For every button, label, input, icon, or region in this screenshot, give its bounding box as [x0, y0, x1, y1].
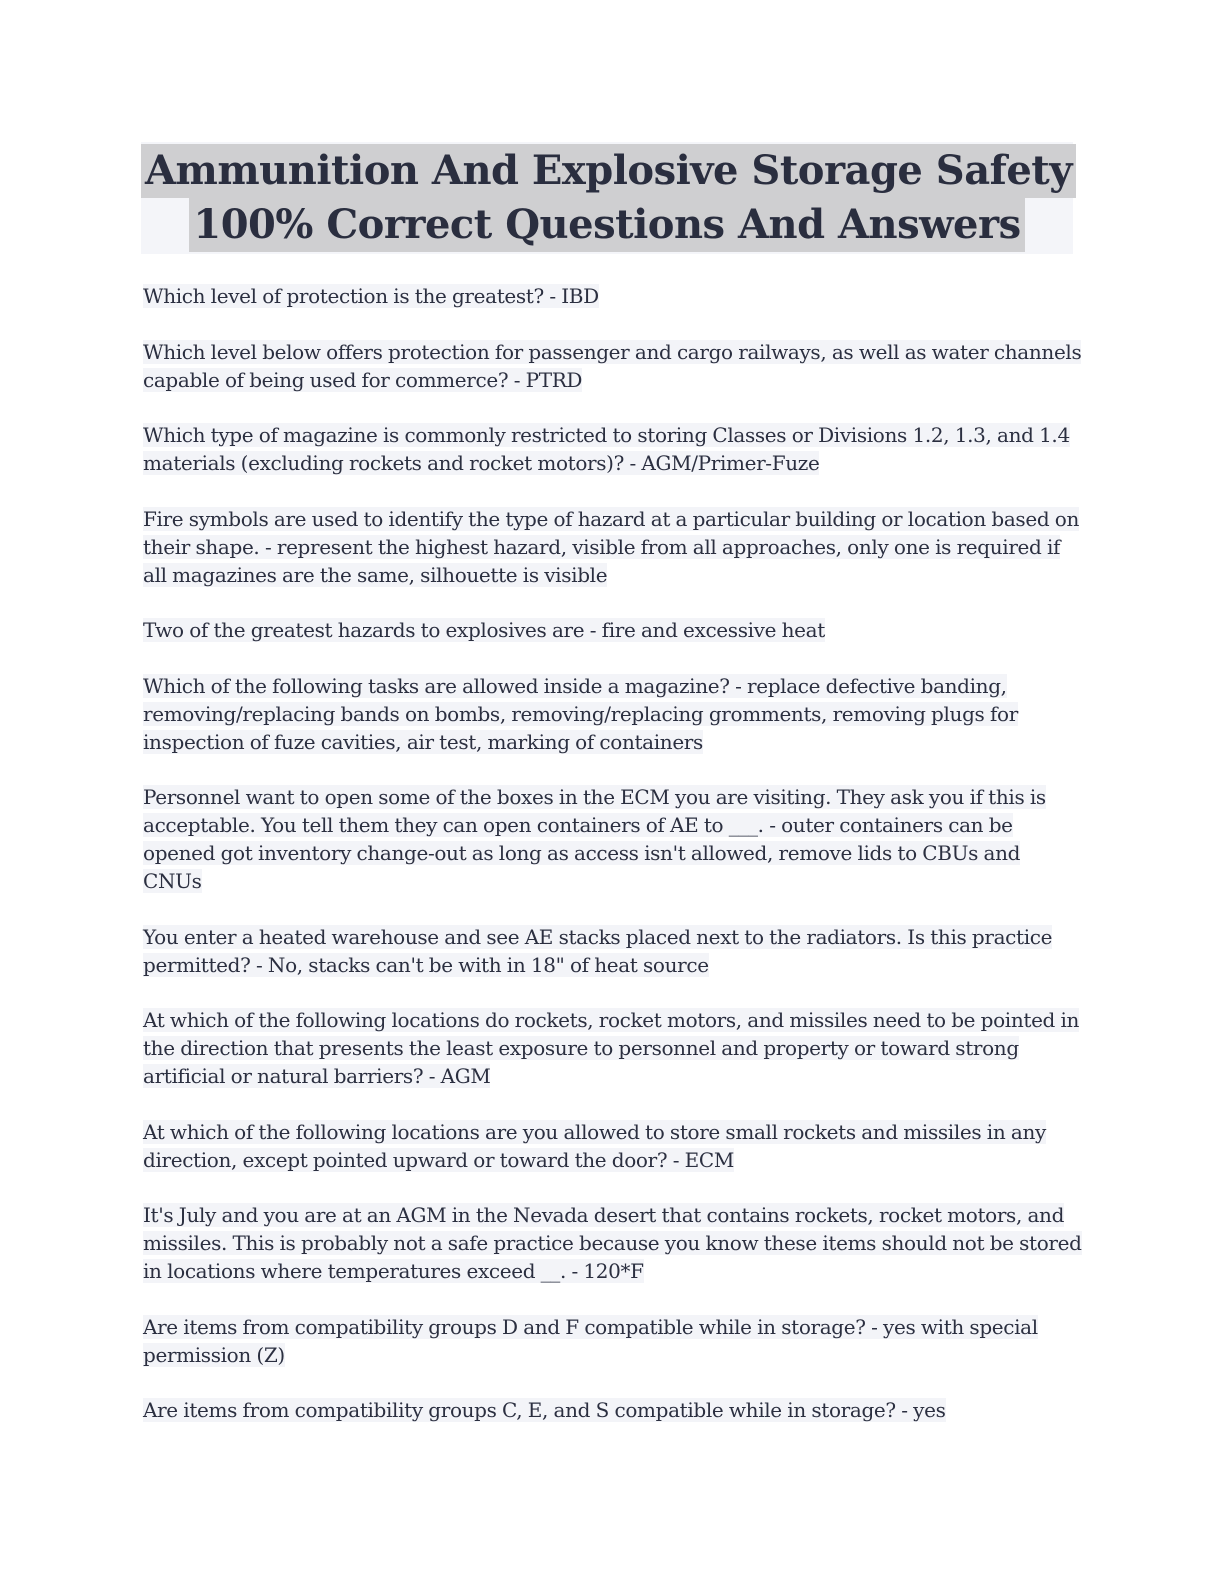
qa-item: Are items from compatibility groups D and F compatible while in storage? - yes with special permission (Z): [143, 1315, 1038, 1367]
qa-item: Which level below offers protection for passenger and cargo railways, as well as water channels capable of being used for commerce? - PTRD: [143, 340, 1082, 392]
qa-item: It's July and you are at an AGM in the Nevada desert that contains rockets, rocket motors, and missiles. This is probably not a safe practice because you know these items should not be stored in locations where temperatures exceed __. - 120*F: [143, 1203, 1082, 1283]
qa-item: Which of the following tasks are allowed inside a magazine? - replace defective banding, removing/replacing bands on bombs, removing/replacing gromments, removing plugs for inspection of fuze cavities, air test, marking of containers: [143, 674, 1018, 754]
qa-item: Fire symbols are used to identify the type of hazard at a particular building or location based on their shape. - represent the highest hazard, visible from all approaches, only one is required if all magazines are the same, silhouette is visible: [143, 507, 1080, 587]
qa-item: Which type of magazine is commonly restricted to storing Classes or Divisions 1.2, 1.3, and 1.4 materials (excluding rockets and rocket motors)? - AGM/Primer-Fuze: [143, 423, 1070, 475]
qa-item: At which of the following locations are you allowed to store small rockets and missiles in any direction, except pointed upward or toward the door? - ECM: [143, 1120, 1046, 1172]
document-title: [141, 142, 1073, 254]
title-line-2: 100% Correct Questions And Answers: [189, 198, 1024, 252]
qa-item: At which of the following locations do rockets, rocket motors, and missiles need to be pointed in the direction that presents the least exposure to personnel and property or toward strong artificial or natural barriers? - AGM: [143, 1008, 1080, 1088]
qa-item: Which level of protection is the greatest? - IBD: [143, 284, 599, 308]
qa-item: Personnel want to open some of the boxes in the ECM you are visiting. They ask you if this is acceptable. You tell them they can open containers of AE to ___. - outer containers can be opened got inventory change-out as long as access isn't allowed, remove lids to CBUs and CNUs: [143, 785, 1046, 893]
qa-item: Are items from compatibility groups C, E, and S compatible while in storage? - yes: [143, 1398, 946, 1422]
title-line-1: Ammunition And Explosive Storage Safety: [141, 144, 1076, 198]
qa-item: You enter a heated warehouse and see AE stacks placed next to the radiators. Is this practice permitted? - No, stacks can't be with in 18" of heat source: [143, 925, 1053, 977]
qa-item: Two of the greatest hazards to explosives are - fire and excessive heat: [143, 618, 825, 642]
